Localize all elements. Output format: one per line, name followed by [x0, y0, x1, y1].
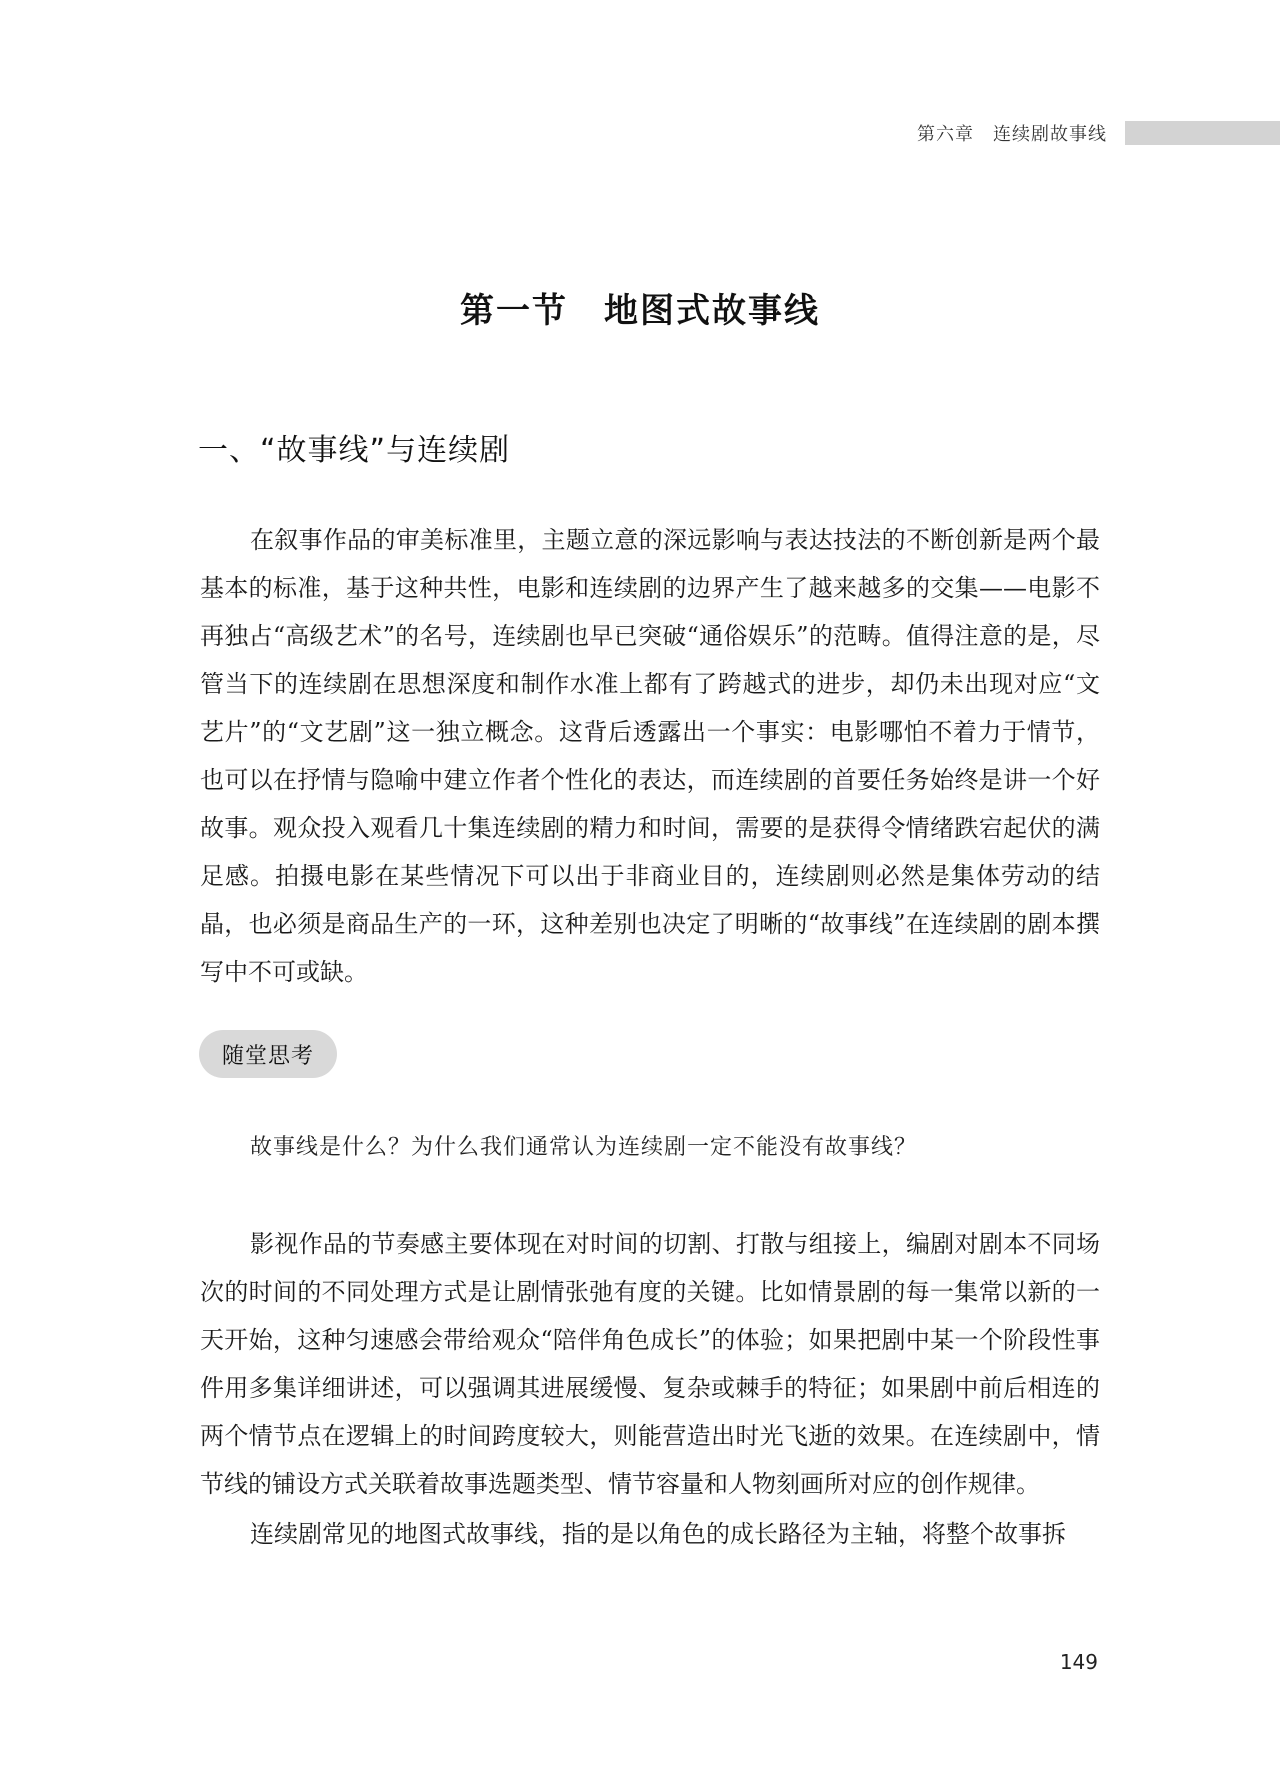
section-title: 第一节 地图式故事线 [460, 291, 820, 331]
body-paragraph: 连续剧常见的地图式故事线，指的是以角色的成长路径为主轴，将整个故事拆 [250, 1520, 1066, 1548]
think-box-question: 故事线是什么？为什么我们通常认为连续剧一定不能没有故事线？ [250, 1135, 918, 1160]
chapter-title: 连续剧故事线 [993, 124, 1107, 145]
body-paragraph: 在叙事作品的审美标准里，主题立意的深远影响与表达技法的不断创新是两个最基本的标准，基于这种共性，电影和连续剧的边界产生了越来越多的交集——电影不再独占“高级艺术”的名号，连续剧也早已突破“通俗娱乐”的范畴。值得注意的是，尽管当下的连续剧在思想深度和制作水准上都有了跨越式的进步，却仍未出现对应“文艺片”的“文艺剧”这一独立概念。这背后透露出一个事实：电影哪怕不着力于情节，也可以在抒情与隐喻中建立作者个性化的表达，而连续剧的首要任务始终是讲一个好故事。观众投入观看几十集连续剧的精力和时间，需要的是获得令情绪跌宕起伏的满足感。拍摄电影在某些情况下可以出于非商业目的，连续剧则必然是集体劳动的结晶，也必须是商品生产的一环，这种差别也决定了明晰的“故事线”在连续剧的剧本撰写中不可或缺。 [200, 526, 1100, 986]
think-box-tag: 随堂思考 [199, 1030, 337, 1078]
header-decoration-bar [1125, 121, 1280, 145]
page-number: 149 [1059, 1650, 1098, 1674]
chapter-number: 第六章 [917, 124, 974, 145]
running-header-text [917, 120, 1107, 146]
running-header [917, 120, 1280, 146]
body-paragraph: 影视作品的节奏感主要体现在对时间的切割、打散与组接上，编剧对剧本不同场次的时间的不同处理方式是让剧情张弛有度的关键。比如情景剧的每一集常以新的一天开始，这种匀速感会带给观众“陪伴角色成长”的体验；如果把剧中某一个阶段性事件用多集详细讲述，可以强调其进展缓慢、复杂或棘手的特征；如果剧中前后相连的两个情节点在逻辑上的时间跨度较大，则能营造出时光飞逝的效果。在连续剧中，情节线的铺设方式关联着故事选题类型、情节容量和人物刻画所对应的创作规律。 [200, 1230, 1100, 1498]
subsection-heading: 一、“故事线”与连续剧 [198, 433, 511, 468]
